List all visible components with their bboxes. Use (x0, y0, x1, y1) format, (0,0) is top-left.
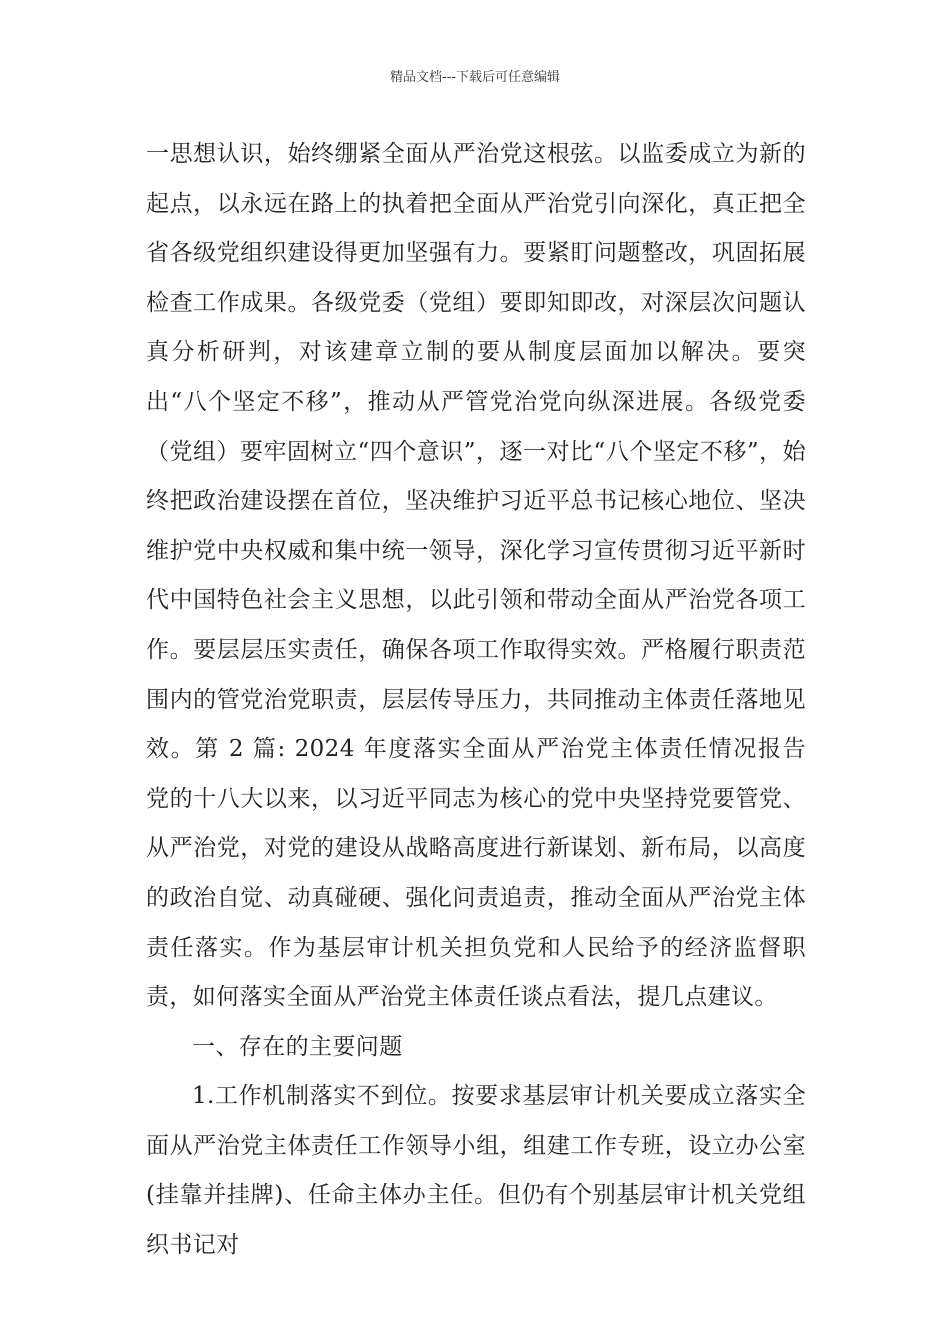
page-header: 精品文档---下载后可任意编辑 (389, 70, 561, 85)
section-heading: 一、存在的主要问题 (192, 1033, 403, 1060)
document-body (146, 130, 853, 1271)
body-paragraph: 1.工作机制落实不到位。按要求基层审计机关要成立落实全面从严治党主体责任工作领导小组，组建工作专班，设立办公室(挂靠并挂牌)、任命主体办主任。但仍有个别基层审计机关党组织书记对 (146, 1083, 806, 1259)
body-paragraph: 一思想认识，始终绷紧全面从严治党这根弦。以监委成立为新的起点，以永远在路上的执着把全面从严治党引向深化，真正把全省各级党组织建设得更加坚强有力。要紧盯问题整改，巩固拓展检查工作成果。各级党委（党组）要即知即改，对深层次问题认真分析研判，对该建章立制的要从制度层面加以解决。要突出“八个坚定不移”，推动从严管党治党向纵深进展。各级党委（党组）要牢固树立“四个意识”，逐一对比“八个坚定不移”，始终把政治建设摆在首位，坚决维护习近平总书记核心地位、坚决维护党中央权威和集中统一领导，深化学习宣传贯彻习近平新时代中国特色社会主义思想，以此引领和带动全面从严治党各项工作。要层层压实责任，确保各项工作取得实效。严格履行职责范围内的管党治党职责，层层传导压力，共同推动主体责任落地见效。第 2 篇: 2024 年度落实全面从严治党主体责任情况报告 党的十八大以来，以习近平同志为核心的党中央坚持党要管党、从严治党，对党的建设从战略高度进行新谋划、新布局，以高度的政治自觉、动真碰硬、强化问责追责，推动全面从严治党主体责任落实。作为基层审计机关担负党和人民给予的经济监督职责，如何落实全面从严治党主体责任谈点看法，提几点建议。 (146, 141, 853, 1011)
